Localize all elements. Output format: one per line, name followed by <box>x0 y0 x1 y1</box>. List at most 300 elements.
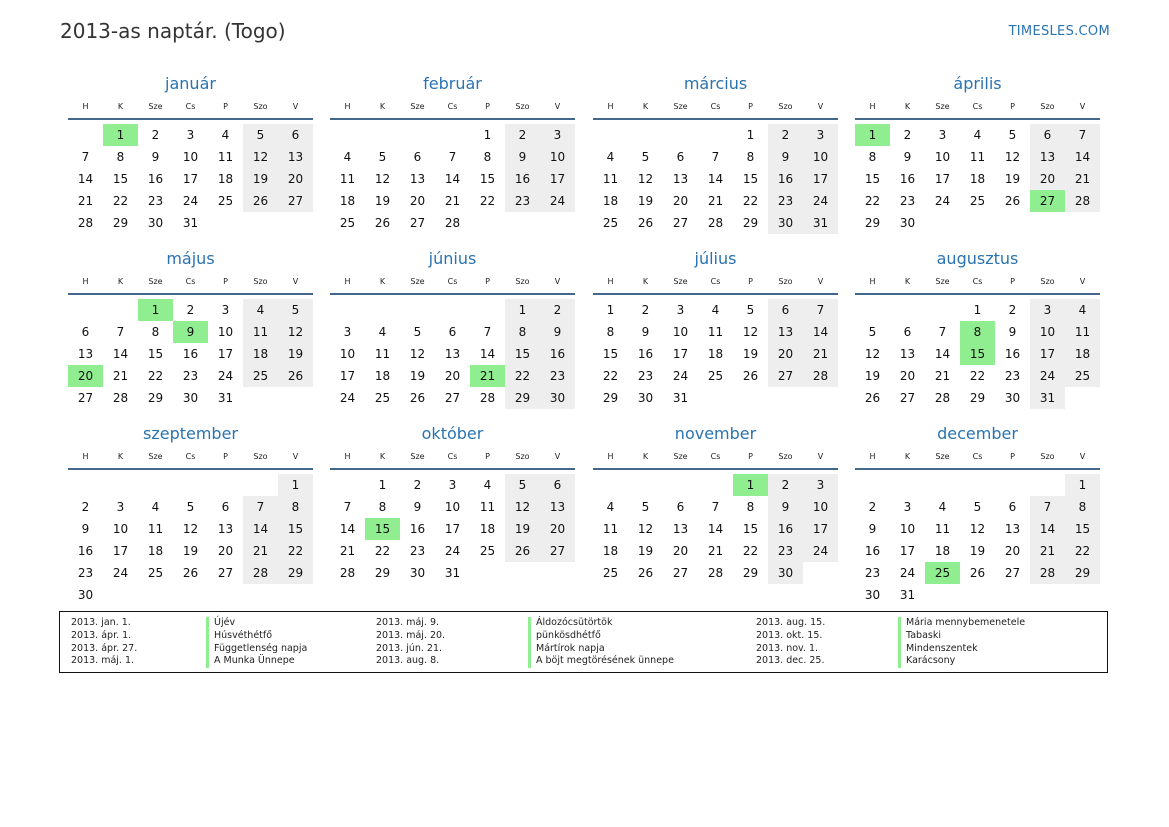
day-cell: 1 <box>746 128 755 142</box>
holiday-names-column <box>206 617 307 668</box>
day-cell: 16 <box>505 168 540 190</box>
day-cell: 17 <box>339 369 356 383</box>
weekday-label: H <box>82 452 89 461</box>
day-cell: 10 <box>540 146 575 168</box>
day-cell: 3 <box>903 500 912 514</box>
day-cell: 26 <box>374 216 391 230</box>
weekday-label: Cs <box>710 277 721 286</box>
holiday-date: 2013. jan. 1. <box>71 617 131 628</box>
weekday-label: V <box>554 102 561 111</box>
empty-cell <box>208 474 243 496</box>
day-cell: 16 <box>637 347 654 361</box>
day-cell: 4 <box>606 500 615 514</box>
day-cell: 11 <box>147 522 164 536</box>
day-cell: 7 <box>711 150 720 164</box>
days-grid <box>68 124 313 234</box>
day-cell: 13 <box>540 496 575 518</box>
day-cell: 3 <box>343 325 352 339</box>
day-cell: 15 <box>147 347 164 361</box>
day-cell: 26 <box>969 566 986 580</box>
month-name: július <box>694 249 737 268</box>
day-cell: 5 <box>641 500 650 514</box>
weekday-header <box>855 446 1100 470</box>
day-cell: 28 <box>1065 190 1100 212</box>
day-cell: 2 <box>413 478 422 492</box>
holiday-day-cell: 9 <box>173 321 208 343</box>
day-cell: 4 <box>711 303 720 317</box>
month-name: február <box>423 74 482 93</box>
day-cell: 13 <box>1030 146 1065 168</box>
day-cell: 13 <box>77 347 94 361</box>
day-cell: 7 <box>343 500 352 514</box>
day-cell: 29 <box>374 566 391 580</box>
day-cell: 15 <box>505 343 540 365</box>
day-cell: 8 <box>746 150 755 164</box>
day-cell: 30 <box>1004 391 1021 405</box>
month-calendar <box>68 422 313 606</box>
weekday-label: P <box>485 452 490 461</box>
empty-cell <box>68 474 103 496</box>
holiday-name: Mária mennybemenetele <box>906 617 1026 628</box>
weekday-label: Cs <box>972 102 983 111</box>
month-calendar <box>855 247 1100 409</box>
month-name: január <box>165 74 216 93</box>
day-cell: 20 <box>1004 544 1021 558</box>
weekday-label: H <box>344 277 351 286</box>
day-cell: 21 <box>707 194 724 208</box>
day-cell: 11 <box>217 150 234 164</box>
weekday-label: Szo <box>253 452 268 461</box>
day-cell: 23 <box>768 540 803 562</box>
holiday-date: 2013. máj. 20. <box>376 629 446 641</box>
day-cell: 20 <box>1030 168 1065 190</box>
day-cell: 31 <box>217 391 234 405</box>
holiday-date: 2013. aug. 8. <box>376 655 440 667</box>
weekday-label: H <box>344 452 351 461</box>
day-cell: 21 <box>444 194 461 208</box>
day-cell: 27 <box>444 391 461 405</box>
day-cell: 25 <box>339 216 356 230</box>
empty-cell <box>890 474 925 496</box>
month-calendar <box>330 247 575 409</box>
day-cell: 4 <box>606 150 615 164</box>
weekday-header <box>330 96 575 120</box>
day-cell: 19 <box>637 544 654 558</box>
day-cell: 22 <box>505 365 540 387</box>
empty-cell <box>593 124 628 146</box>
day-cell: 19 <box>278 343 313 365</box>
weekday-label: Sze <box>410 277 425 286</box>
day-cell: 9 <box>413 500 422 514</box>
day-cell: 23 <box>864 566 881 580</box>
day-cell: 18 <box>934 544 951 558</box>
day-cell: 3 <box>803 474 838 496</box>
day-cell: 23 <box>147 194 164 208</box>
day-cell: 30 <box>768 562 803 584</box>
weekday-label: H <box>607 102 614 111</box>
day-cell: 19 <box>374 194 391 208</box>
holiday-names-column <box>528 617 674 668</box>
day-cell: 22 <box>278 540 313 562</box>
weekday-label: Cs <box>972 277 983 286</box>
day-cell: 5 <box>505 474 540 496</box>
empty-cell <box>698 124 733 146</box>
day-cell: 3 <box>1030 299 1065 321</box>
holiday-date: 2013. ápr. 27. <box>71 642 138 654</box>
day-cell: 29 <box>1065 562 1100 584</box>
holiday-dates-column <box>756 617 825 668</box>
day-cell: 24 <box>899 566 916 580</box>
day-cell: 20 <box>899 369 916 383</box>
empty-cell <box>925 474 960 496</box>
day-cell: 17 <box>934 172 951 186</box>
day-cell: 26 <box>505 540 540 562</box>
day-cell: 30 <box>77 588 94 602</box>
day-cell: 30 <box>540 387 575 409</box>
day-cell: 29 <box>112 216 129 230</box>
month-name: szeptember <box>142 424 238 443</box>
weekday-label: P <box>1010 277 1015 286</box>
day-cell: 12 <box>409 347 426 361</box>
day-cell: 18 <box>374 369 391 383</box>
day-cell: 26 <box>637 216 654 230</box>
day-cell: 13 <box>899 347 916 361</box>
weekday-label: H <box>82 277 89 286</box>
day-cell: 13 <box>444 347 461 361</box>
day-cell: 14 <box>707 522 724 536</box>
day-cell: 10 <box>182 150 199 164</box>
day-cell: 2 <box>186 303 195 317</box>
day-cell: 27 <box>672 216 689 230</box>
day-cell: 12 <box>742 325 759 339</box>
empty-cell <box>855 474 890 496</box>
day-cell: 1 <box>505 299 540 321</box>
weekday-header <box>330 446 575 470</box>
day-cell: 20 <box>672 544 689 558</box>
holiday-date: 2013. okt. 15. <box>756 629 823 641</box>
day-cell: 8 <box>606 325 615 339</box>
month-name: április <box>953 74 1002 93</box>
weekday-label: Szo <box>778 102 793 111</box>
day-cell: 4 <box>243 299 278 321</box>
day-cell: 14 <box>1065 146 1100 168</box>
day-cell: 5 <box>413 325 422 339</box>
empty-cell <box>890 299 925 321</box>
day-cell: 7 <box>483 325 492 339</box>
day-cell: 29 <box>742 566 759 580</box>
day-cell: 17 <box>803 168 838 190</box>
day-cell: 15 <box>479 172 496 186</box>
day-cell: 23 <box>540 365 575 387</box>
day-cell: 8 <box>483 150 492 164</box>
day-cell: 27 <box>409 216 426 230</box>
weekday-label: K <box>117 277 124 286</box>
holiday-date: 2013. ápr. 1. <box>71 629 132 641</box>
day-cell: 24 <box>112 566 129 580</box>
day-cell: 12 <box>374 172 391 186</box>
day-cell: 2 <box>1008 303 1017 317</box>
day-cell: 13 <box>1004 522 1021 536</box>
empty-cell <box>925 299 960 321</box>
day-cell: 15 <box>742 522 759 536</box>
empty-cell <box>138 474 173 496</box>
day-cell: 20 <box>409 194 426 208</box>
day-cell: 11 <box>602 522 619 536</box>
month-name: december <box>937 424 1018 443</box>
day-cell: 16 <box>1004 347 1021 361</box>
weekday-label: V <box>1079 452 1086 461</box>
day-cell: 9 <box>768 496 803 518</box>
day-cell: 2 <box>81 500 90 514</box>
day-cell: 9 <box>1008 325 1017 339</box>
empty-cell <box>68 124 103 146</box>
day-cell: 5 <box>641 150 650 164</box>
day-cell: 27 <box>217 566 234 580</box>
day-cell: 2 <box>768 474 803 496</box>
day-cell: 9 <box>540 321 575 343</box>
day-cell: 18 <box>243 343 278 365</box>
day-cell: 20 <box>217 544 234 558</box>
day-cell: 18 <box>602 194 619 208</box>
day-cell: 12 <box>864 347 881 361</box>
day-cell: 10 <box>803 146 838 168</box>
holiday-name: pünkösdhétfő <box>536 629 601 641</box>
day-cell: 23 <box>899 194 916 208</box>
day-cell: 4 <box>221 128 230 142</box>
holiday-name: A böjt megtörésének ünnepe <box>536 655 674 667</box>
day-cell: 7 <box>938 325 947 339</box>
day-cell: 7 <box>81 150 90 164</box>
day-cell: 18 <box>147 544 164 558</box>
weekday-header <box>68 271 313 295</box>
weekday-label: V <box>817 102 824 111</box>
day-cell: 4 <box>343 150 352 164</box>
weekday-label: Cs <box>185 277 196 286</box>
day-cell: 29 <box>505 387 540 409</box>
month-calendar <box>68 247 313 409</box>
empty-cell <box>243 474 278 496</box>
empty-cell <box>330 299 365 321</box>
day-cell: 8 <box>1065 496 1100 518</box>
day-cell: 21 <box>243 540 278 562</box>
day-cell: 13 <box>768 321 803 343</box>
empty-cell <box>400 299 435 321</box>
day-cell: 12 <box>969 522 986 536</box>
day-cell: 25 <box>969 194 986 208</box>
day-cell: 20 <box>444 369 461 383</box>
day-cell: 18 <box>339 194 356 208</box>
day-cell: 1 <box>973 303 982 317</box>
empty-cell <box>855 299 890 321</box>
day-cell: 7 <box>711 500 720 514</box>
empty-cell <box>628 474 663 496</box>
days-grid <box>330 474 575 584</box>
day-cell: 20 <box>768 343 803 365</box>
weekday-label: H <box>607 452 614 461</box>
day-cell: 26 <box>243 190 278 212</box>
day-cell: 17 <box>112 544 129 558</box>
weekday-label: P <box>1010 452 1015 461</box>
weekday-header <box>855 96 1100 120</box>
holiday-date: 2013. nov. 1. <box>756 642 819 654</box>
day-cell: 30 <box>409 566 426 580</box>
day-cell: 14 <box>707 172 724 186</box>
day-cell: 16 <box>147 172 164 186</box>
day-cell: 13 <box>278 146 313 168</box>
day-cell: 10 <box>339 347 356 361</box>
days-grid <box>68 299 313 409</box>
day-cell: 24 <box>803 190 838 212</box>
weekday-label: V <box>1079 102 1086 111</box>
holiday-date: 2013. máj. 9. <box>376 617 440 628</box>
weekday-label: H <box>82 102 89 111</box>
weekday-label: H <box>344 102 351 111</box>
weekday-header <box>593 271 838 295</box>
day-cell: 3 <box>186 128 195 142</box>
day-cell: 25 <box>1065 365 1100 387</box>
day-cell: 4 <box>938 500 947 514</box>
weekday-label: V <box>1079 277 1086 286</box>
day-cell: 2 <box>903 128 912 142</box>
day-cell: 18 <box>217 172 234 186</box>
weekday-label: K <box>379 102 386 111</box>
day-cell: 25 <box>374 391 391 405</box>
days-grid <box>330 124 575 234</box>
day-cell: 31 <box>1030 387 1065 409</box>
day-cell: 7 <box>116 325 125 339</box>
day-cell: 14 <box>243 518 278 540</box>
day-cell: 27 <box>540 540 575 562</box>
weekday-label: V <box>554 452 561 461</box>
day-cell: 23 <box>505 190 540 212</box>
weekday-label: H <box>607 277 614 286</box>
day-cell: 21 <box>934 369 951 383</box>
day-cell: 22 <box>864 194 881 208</box>
days-grid <box>68 474 313 606</box>
day-cell: 18 <box>1065 343 1100 365</box>
weekday-label: P <box>748 452 753 461</box>
day-cell: 1 <box>606 303 615 317</box>
day-cell: 30 <box>864 588 881 602</box>
day-cell: 16 <box>540 343 575 365</box>
day-cell: 26 <box>409 391 426 405</box>
day-cell: 26 <box>182 566 199 580</box>
month-calendar <box>330 422 575 584</box>
month-calendar <box>68 72 313 234</box>
day-cell: 30 <box>637 391 654 405</box>
holiday-date: 2013. aug. 15. <box>756 617 826 628</box>
day-cell: 17 <box>899 544 916 558</box>
day-cell: 17 <box>672 347 689 361</box>
weekday-label: Cs <box>447 452 458 461</box>
day-cell: 10 <box>672 325 689 339</box>
day-cell: 3 <box>803 124 838 146</box>
day-cell: 31 <box>444 566 461 580</box>
weekday-label: K <box>642 102 649 111</box>
day-cell: 25 <box>217 194 234 208</box>
day-cell: 24 <box>182 194 199 208</box>
holiday-day-cell: 15 <box>365 518 400 540</box>
month-name: május <box>166 249 215 268</box>
day-cell: 30 <box>899 216 916 230</box>
holiday-dates-column <box>376 617 445 668</box>
day-cell: 2 <box>768 124 803 146</box>
day-cell: 5 <box>746 303 755 317</box>
day-cell: 26 <box>864 391 881 405</box>
day-cell: 27 <box>278 190 313 212</box>
day-cell: 17 <box>444 522 461 536</box>
weekday-label: V <box>292 102 299 111</box>
weekday-label: Cs <box>185 102 196 111</box>
day-cell: 27 <box>1004 566 1021 580</box>
day-cell: 9 <box>505 146 540 168</box>
day-cell: 24 <box>934 194 951 208</box>
weekday-label: V <box>292 452 299 461</box>
day-cell: 11 <box>339 172 356 186</box>
day-cell: 11 <box>1065 321 1100 343</box>
day-cell: 16 <box>768 168 803 190</box>
weekday-label: V <box>292 277 299 286</box>
empty-cell <box>1030 474 1065 496</box>
day-cell: 24 <box>1030 365 1065 387</box>
weekday-label: P <box>223 102 228 111</box>
day-cell: 5 <box>1008 128 1017 142</box>
day-cell: 24 <box>217 369 234 383</box>
day-cell: 10 <box>934 150 951 164</box>
holiday-date: 2013. máj. 1. <box>71 655 135 667</box>
holiday-day-cell: 1 <box>855 124 890 146</box>
day-cell: 31 <box>182 216 199 230</box>
day-cell: 11 <box>243 321 278 343</box>
day-cell: 6 <box>903 325 912 339</box>
day-cell: 9 <box>641 325 650 339</box>
month-name: október <box>421 424 484 443</box>
empty-cell <box>628 124 663 146</box>
day-cell: 6 <box>81 325 90 339</box>
weekday-label: Cs <box>710 452 721 461</box>
weekday-label: P <box>223 452 228 461</box>
holiday-name: A Munka Ünnepe <box>214 655 295 667</box>
empty-cell <box>470 299 505 321</box>
weekday-header <box>593 96 838 120</box>
day-cell: 28 <box>803 365 838 387</box>
day-cell: 1 <box>378 478 387 492</box>
weekday-label: H <box>869 102 876 111</box>
day-cell: 23 <box>77 566 94 580</box>
holiday-name: Karácsony <box>906 655 956 667</box>
day-cell: 6 <box>1030 124 1065 146</box>
weekday-label: V <box>554 277 561 286</box>
day-cell: 29 <box>147 391 164 405</box>
day-cell: 8 <box>151 325 160 339</box>
day-cell: 19 <box>243 168 278 190</box>
day-cell: 3 <box>676 303 685 317</box>
day-cell: 9 <box>151 150 160 164</box>
day-cell: 29 <box>602 391 619 405</box>
day-cell: 3 <box>221 303 230 317</box>
empty-cell <box>663 474 698 496</box>
day-cell: 29 <box>969 391 986 405</box>
site-link[interactable]: TIMESLES.COM <box>1008 24 1110 39</box>
weekday-label: K <box>904 452 911 461</box>
day-cell: 23 <box>768 190 803 212</box>
day-cell: 1 <box>483 128 492 142</box>
day-cell: 24 <box>803 540 838 562</box>
day-cell: 14 <box>339 522 356 536</box>
day-cell: 3 <box>448 478 457 492</box>
empty-cell <box>435 299 470 321</box>
day-cell: 18 <box>707 347 724 361</box>
